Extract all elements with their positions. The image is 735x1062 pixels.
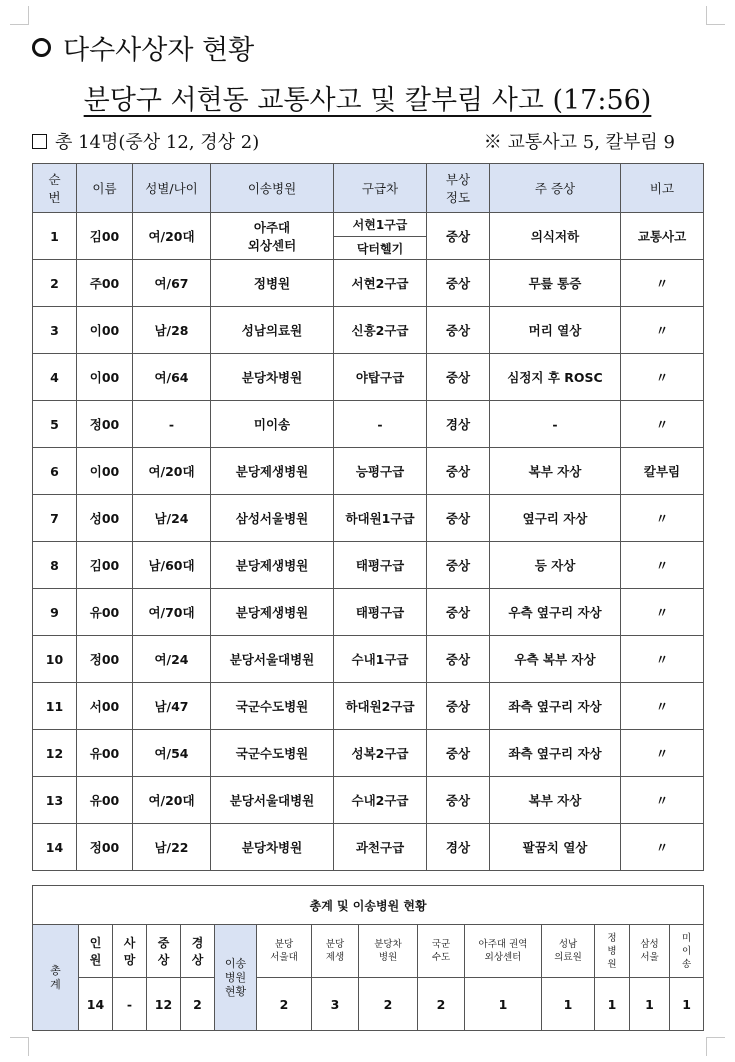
cell-name: 유00 [77,777,133,824]
cell-note: 〃 [621,495,704,542]
cell-note: 〃 [621,307,704,354]
cell-ambulance: 야탑구급 [334,354,427,401]
col-header-hospital: 이송병원 [211,164,334,213]
cell-symptom: 무릎 통증 [490,260,621,307]
cell-no: 1 [33,213,77,260]
cell-severity: 중상 [427,683,490,730]
circle-bullet-icon [32,38,51,57]
cell-note: 〃 [621,260,704,307]
cell-name: 성00 [77,495,133,542]
cell-symptom: 심정지 후 ROSC [490,354,621,401]
cell-ambulance: 하대원2구급 [334,683,427,730]
cell-no: 12 [33,730,77,777]
col-header-note: 비고 [621,164,704,213]
cell-name: 김00 [77,213,133,260]
cell-hospital: 분당제생병원 [211,542,334,589]
cell-severity: 중상 [427,495,490,542]
cell-no: 14 [33,824,77,871]
totals-hospital-value: 1 [670,978,704,1031]
cell-symptom: 우측 옆구리 자상 [490,589,621,636]
totals-hospital-header: 국군 수도 [418,925,465,978]
cell-name: 이00 [77,354,133,401]
cell-sexage: 남/24 [133,495,211,542]
cell-no: 9 [33,589,77,636]
totals-count-header: 사 망 [113,925,147,978]
cell-hospital: 미이송 [211,401,334,448]
document-title-text: 분당구 서현동 교통사고 및 칼부림 사고 (17:56) [83,85,652,116]
cell-ambulance: 성복2구급 [334,730,427,777]
crop-mark-bottom-left [10,1037,29,1056]
cell-note: 〃 [621,636,704,683]
cell-name: 서00 [77,683,133,730]
section-heading [32,28,254,67]
cell-severity: 중상 [427,213,490,260]
cell-name: 주00 [77,260,133,307]
table-row [33,824,704,871]
cell-sexage: 여/64 [133,354,211,401]
cell-ambulance: 과천구급 [334,824,427,871]
cell-name: 유00 [77,589,133,636]
summary-right-text: ※ 교통사고 5, 칼부림 9 [483,132,675,153]
totals-hospital-header: 아주대 권역 외상센터 [465,925,542,978]
totals-count-value: - [113,978,147,1031]
cell-no: 11 [33,683,77,730]
table-row [33,777,704,824]
totals-hospital-value: 1 [595,978,630,1031]
totals-hospital-header: 분당 제생 [312,925,359,978]
cell-sexage: 남/60대 [133,542,211,589]
cell-ambulance: 서현2구급 [334,260,427,307]
transport-label: 이송 병원 현황 [215,925,257,1031]
cell-name: 정00 [77,824,133,871]
summary-line [32,128,675,154]
totals-value-row [33,978,704,1031]
table-row [33,307,704,354]
cell-no: 4 [33,354,77,401]
crop-mark-top-left [10,6,29,25]
totals-hospital-value: 1 [542,978,595,1031]
cell-hospital: 아주대 외상센터 [211,213,334,260]
table-row [33,213,704,237]
totals-hospital-value: 2 [257,978,312,1031]
col-header-severity [427,164,490,213]
cell-sexage: 남/28 [133,307,211,354]
cell-name: 이00 [77,448,133,495]
cell-symptom: 머리 열상 [490,307,621,354]
cell-sexage: 남/47 [133,683,211,730]
totals-count-header: 중 상 [147,925,181,978]
cell-sexage: 여/70대 [133,589,211,636]
table-row [33,730,704,777]
cell-severity: 중상 [427,307,490,354]
table-row [33,260,704,307]
casualty-table [32,163,704,871]
cell-hospital: 분당서울대병원 [211,636,334,683]
cell-hospital: 분당제생병원 [211,589,334,636]
cell-no: 3 [33,307,77,354]
col-header-name: 이름 [77,164,133,213]
cell-name: 김00 [77,542,133,589]
cell-severity: 경상 [427,401,490,448]
table-row [33,354,704,401]
cell-hospital: 성남의료원 [211,307,334,354]
cell-hospital: 분당차병원 [211,824,334,871]
table-row [33,401,704,448]
totals-hospital-header: 미 이 송 [670,925,704,978]
cell-ambulance: 태평구급 [334,542,427,589]
cell-note: 교통사고 [621,213,704,260]
cell-ambulance: 수내1구급 [334,636,427,683]
cell-symptom: 좌측 옆구리 자상 [490,730,621,777]
cell-no: 13 [33,777,77,824]
cell-severity: 중상 [427,354,490,401]
totals-hospital-header: 분당차 병원 [359,925,418,978]
cell-symptom: - [490,401,621,448]
cell-sexage: - [133,401,211,448]
document-title [0,78,735,117]
col-header-ambulance: 구급차 [334,164,427,213]
table-row [33,683,704,730]
totals-hospital-value: 3 [312,978,359,1031]
col-header-severity-text: 부상 정도 [445,172,471,205]
cell-no: 5 [33,401,77,448]
totals-title: 총계 및 이송병원 현황 [33,886,704,925]
cell-ambulance: 수내2구급 [334,777,427,824]
cell-symptom: 의식저하 [490,213,621,260]
cell-ambulance: 서현1구급 [334,213,427,237]
cell-severity: 중상 [427,542,490,589]
totals-header-row [33,925,704,978]
cell-note: 〃 [621,824,704,871]
cell-note: 〃 [621,683,704,730]
cell-no: 7 [33,495,77,542]
cell-severity: 중상 [427,777,490,824]
totals-hospital-header: 분당 서울대 [257,925,312,978]
cell-ambulance2: 닥터헬기 [334,237,427,260]
cell-note: 칼부림 [621,448,704,495]
cell-sexage: 여/67 [133,260,211,307]
cell-note: 〃 [621,777,704,824]
cell-sexage: 여/54 [133,730,211,777]
table-row [33,589,704,636]
table-row [33,636,704,683]
cell-ambulance: 신흥2구급 [334,307,427,354]
cell-sexage: 여/20대 [133,213,211,260]
table-row [33,495,704,542]
totals-hospital-header: 삼성 서울 [630,925,670,978]
cell-note: 〃 [621,542,704,589]
cell-symptom: 등 자상 [490,542,621,589]
totals-count-value: 14 [79,978,113,1031]
cell-name: 정00 [77,401,133,448]
cell-hospital: 분당제생병원 [211,448,334,495]
cell-ambulance: 태평구급 [334,589,427,636]
crop-mark-top-right [706,6,725,25]
cell-no: 2 [33,260,77,307]
totals-count-value: 2 [181,978,215,1031]
cell-hospital: 분당서울대병원 [211,777,334,824]
cell-severity: 경상 [427,824,490,871]
cell-hospital: 삼성서울병원 [211,495,334,542]
cell-name: 유00 [77,730,133,777]
cell-sexage: 여/20대 [133,448,211,495]
totals-hospital-value: 1 [630,978,670,1031]
section-heading-text: 다수사상자 현황 [63,35,255,66]
crop-mark-bottom-right [706,1037,725,1056]
cell-sexage: 남/22 [133,824,211,871]
totals-hospital-value: 1 [465,978,542,1031]
cell-ambulance: - [334,401,427,448]
table-row [33,542,704,589]
cell-sexage: 여/24 [133,636,211,683]
col-header-no [33,164,77,213]
totals-count-header: 경 상 [181,925,215,978]
cell-severity: 중상 [427,730,490,777]
totals-label [33,925,79,1031]
cell-symptom: 옆구리 자상 [490,495,621,542]
cell-hospital: 분당차병원 [211,354,334,401]
col-header-no-text: 순 번 [48,172,61,205]
table-row [33,448,704,495]
cell-no: 6 [33,448,77,495]
cell-severity: 중상 [427,589,490,636]
cell-sexage: 여/20대 [133,777,211,824]
totals-count-value: 12 [147,978,181,1031]
totals-label-text: 총 계 [50,963,61,991]
totals-hospital-header: 성남 의료원 [542,925,595,978]
cell-note: 〃 [621,401,704,448]
cell-severity: 중상 [427,636,490,683]
col-header-sexage: 성별/나이 [133,164,211,213]
cell-symptom: 좌측 옆구리 자상 [490,683,621,730]
cell-note: 〃 [621,730,704,777]
totals-table [32,885,704,1031]
table-header-row [33,164,704,213]
cell-symptom: 우측 복부 자상 [490,636,621,683]
totals-hospital-header: 정 병 원 [595,925,630,978]
totals-count-header: 인 원 [79,925,113,978]
col-header-symptom: 주 증상 [490,164,621,213]
cell-note: 〃 [621,354,704,401]
cell-hospital: 정병원 [211,260,334,307]
cell-name: 정00 [77,636,133,683]
square-bullet-icon [32,134,47,149]
cell-note: 〃 [621,589,704,636]
cell-symptom: 팔꿈치 열상 [490,824,621,871]
cell-symptom: 복부 자상 [490,448,621,495]
cell-symptom: 복부 자상 [490,777,621,824]
cell-severity: 중상 [427,448,490,495]
cell-no: 10 [33,636,77,683]
summary-left-text: 총 14명(중상 12, 경상 2) [55,132,260,153]
totals-hospital-value: 2 [418,978,465,1031]
cell-name: 이00 [77,307,133,354]
cell-hospital: 국군수도병원 [211,683,334,730]
cell-hospital: 국군수도병원 [211,730,334,777]
cell-severity: 중상 [427,260,490,307]
cell-ambulance: 능평구급 [334,448,427,495]
cell-no: 8 [33,542,77,589]
cell-ambulance: 하대원1구급 [334,495,427,542]
totals-hospital-value: 2 [359,978,418,1031]
